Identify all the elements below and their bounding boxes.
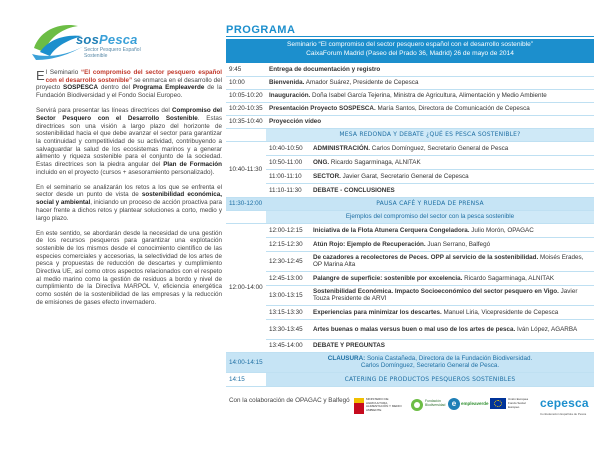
eu-fse-logo: Unión Europea Fondo Social Europeo bbox=[490, 396, 530, 420]
drop-cap: E bbox=[36, 68, 45, 83]
sponsor-logos bbox=[340, 392, 600, 424]
intro-paragraph-3: En el seminario se analizarán los retos a los que se enfrenta el sector desde un punto de vista de sostenibilidad económica, social y ambiental, iniciando un proceso de acción proactiva para hacer frente a dichos retos y plantear soluciones a corto, medio y largo plazo. bbox=[36, 183, 222, 222]
intro-paragraph-1: El Seminario “El compromiso del sector pesquero español con el desarrollo sostenible” se enmarca en el desarrollo del proyecto SOSPESCA dentro del Programa Empleaverde de la Fundación Biodiversidad y el Fondo Social Europeo. bbox=[36, 68, 222, 100]
round-table-header: MESA REDONDA Y DEBATE ¿QUÉ ES PESCA SOSTENIBLE? bbox=[226, 128, 594, 141]
eu-flag-icon bbox=[490, 398, 506, 409]
pause-row: 11:30-12:00 PAUSA CAFÉ Y RUEDA DE PRENSA bbox=[226, 197, 594, 210]
program-title: PROGRAMA bbox=[226, 24, 296, 36]
table-row: 12:15-12:30 Atún Rojo: Ejemplo de Recuperación. Juan Serrano, Balfegó bbox=[226, 237, 594, 251]
program-table bbox=[226, 63, 594, 387]
table-row: 10:50-11:00 ONG. Ricardo Sagarminaga, ALNITAK bbox=[226, 155, 594, 169]
table-row: 13:15-13:30 Experiencias para minimizar los descartes. Manuel Liria, Vicepresidente de Cepesca bbox=[226, 305, 594, 319]
spain-flag-icon bbox=[354, 398, 364, 414]
seminar-title: Seminario “El compromiso del sector pesquero español con el desarrollo sostenible” bbox=[287, 41, 533, 48]
logo-brand-a: sos bbox=[76, 32, 100, 47]
fundacion-biodiversidad-logo: Fundación Biodiversidad bbox=[410, 396, 444, 420]
examples-time: 12:00-14:00 bbox=[226, 223, 266, 352]
empleaverde-logo: e empleaverde bbox=[448, 398, 488, 418]
table-row: 11:10-11:30 DEBATE - CONCLUSIONES bbox=[226, 183, 594, 197]
table-row: 12:00-14:00 12:00-12:15 Iniciativa de la Flota Atunera Cerquera Congeladora. Julio Morón, OPAGAC bbox=[226, 223, 594, 237]
table-row: 12:30-12:45 De cazadores a recolectores de Peces. OPP al servicio de la sostenibilidad. Moisés Erades, OP Marina Alta bbox=[226, 251, 594, 271]
table-row: 10:00 Bienvenida. Amador Suárez, Presidente de Cepesca bbox=[226, 76, 594, 89]
seminar-header bbox=[226, 39, 594, 63]
logo-brand-b: Pesca bbox=[99, 32, 138, 47]
table-row: 13:00-13:15 Sostenibilidad Económica. Impacto Socioeconómico del sector pesquero en Vigo. Javier Touza Presidente de ARVI bbox=[226, 285, 594, 305]
left-column bbox=[0, 0, 222, 460]
catering-row: 14:15 CATERING DE PRODUCTOS PESQUEROS SOSTENIBLES bbox=[226, 372, 594, 386]
round-table-time: 10:40-11:30 bbox=[226, 141, 266, 197]
seminar-venue: CaixaForum Madrid (Paseo del Prado 36, Madrid) 26 de mayo de 2014 bbox=[306, 49, 514, 57]
examples-header: Ejemplos del compromiso del sector con la pesca sostenible bbox=[226, 210, 594, 223]
table-row: 13:30-13:45 Artes buenas o malas versus buen o mal uso de los artes de pesca. Iván López, AGARBA bbox=[226, 319, 594, 339]
sospesca-logo bbox=[26, 14, 156, 66]
table-row: 10:20-10:35 Presentación Proyecto SOSPESCA. María Santos, Directora de Comunicación de Cepesca bbox=[226, 102, 594, 115]
collaboration-note: Con la colaboración de OPAGAC y Balfegó bbox=[229, 397, 350, 404]
table-row: 13:45-14:00 DEBATE Y PREGUNTAS bbox=[226, 339, 594, 352]
logo-subtitle: Sector Pesquero Español Sostenible bbox=[84, 47, 141, 59]
table-row: 10:05-10:20 Inauguración. Doña Isabel García Tejerina, Ministra de Agricultura, Alimentación y Medio Ambiente bbox=[226, 89, 594, 102]
intro-text bbox=[36, 69, 222, 314]
ministry-logo: MINISTERIO DE AGRICULTURA, ALIMENTACIÓN Y MEDIO AMBIENTE bbox=[354, 396, 402, 420]
cepesca-logo: cepesca Confederación Española de Pesca bbox=[540, 396, 589, 416]
title-divider bbox=[226, 36, 594, 37]
leaf-icon bbox=[410, 398, 424, 412]
table-row: 9:45 Entrega de documentación y registro bbox=[226, 63, 594, 76]
intro-paragraph-2: Servirá para presentar las líneas directrices del Compromiso del Sector Pesquero con el Desarrollo Sostenible. Estas directrices son una visión a largo plazo del horizonte de sostenibilidad hacia el que debe avanzar el sector para garantizar la continuidad y competitividad de su actividad, contribuyendo a salvaguardar la salud de los ecosistemas marinos y a generar alimento y riqueza sostenible para el conjunto de la sociedad. Estas directrices son la piedra angular del Plan de Formación incluido en el proyecto (cursos + asesoramiento personalizado). bbox=[36, 107, 222, 176]
table-row: 10:35-10:40 Proyección vídeo bbox=[226, 115, 594, 128]
table-row: 12:45-13:00 Palangre de superficie: sostenible por excelencia. Ricardo Sagarminaga, ALNITAK bbox=[226, 271, 594, 285]
closing-row: 14:00-14:15 CLAUSURA: Sonia Castañeda, Directora de la Fundación Biodiversidad. Carlos Domínguez, Secretario General de Pesca. bbox=[226, 352, 594, 372]
table-row: 10:40-11:30 10:40-10:50 ADMINISTRACIÓN. Carlos Domínguez, Secretario General de Pesca bbox=[226, 141, 594, 155]
table-row: 11:00-11:10 SECTOR. Javier Garat, Secretario General de Cepesca bbox=[226, 169, 594, 183]
intro-paragraph-4: En este sentido, se abordarán desde la necesidad de una gestión de los recursos pesqueros para garantizar una explotación sostenible de los mismos desde el conocimiento científico de las especies comerciales y accesorias, la selectividad de los artes de pesca y propuestas de reducción de descartes y cumplimiento Directiva UE, así como otros aspectos relacionados con el respeto al medio marino como la gestión de residuos a bordo y nivel de cumplimiento de la Directiva MARPOL V, eficiencia energética como sostén de la sostenibilidad de las empresas y la reducción de emisiones de gases efecto invernadero. bbox=[36, 229, 222, 306]
empleaverde-e-icon: e bbox=[448, 398, 460, 410]
